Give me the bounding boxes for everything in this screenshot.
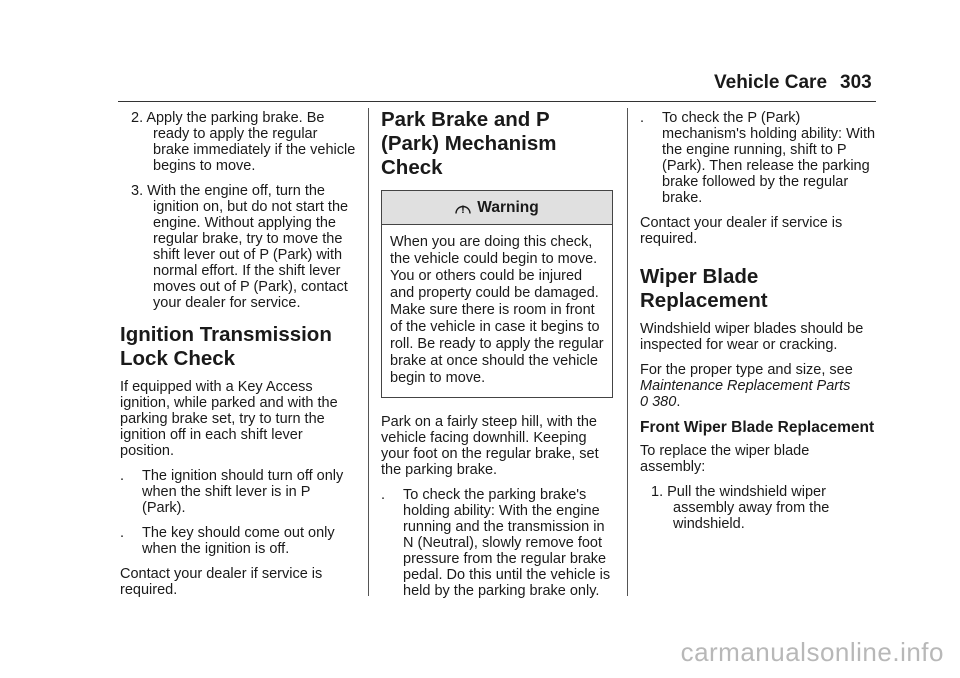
step-3: 3. With the engine off, turn the ignition on, but do not start the engine. Without applying the regular brake, try to move the shift lever out of P (Park) with normal effort. If the shift lever moves out of P (Park), contact your dealer for service. — [131, 183, 349, 311]
bullet-icon: . — [120, 525, 125, 541]
replace-intro: To replace the wiper blade assembly: — [640, 443, 810, 475]
ignition-lock-heading: Ignition Transmission Lock Check — [120, 323, 332, 370]
parts-page-link[interactable]: 380 — [652, 394, 677, 410]
watermark: carmanualsonline.info — [680, 637, 944, 667]
bullet-item: . The ignition should turn off only when the shift lever is in P (Park). — [120, 468, 344, 516]
ignition-intro: If equipped with a Key Access ignition, while parked and with the parking brake set, try to turn the ignition off in each shift lever position. — [120, 379, 338, 459]
section-title: Vehicle Care — [714, 72, 828, 93]
page-number: 303 — [840, 72, 872, 93]
park-brake-heading: Park Brake and P (Park) Mechanism Check — [381, 108, 557, 179]
column-2 — [381, 104, 613, 608]
warning-box — [381, 190, 613, 398]
warning-body: When you are doing this check, the vehicle could begin to move. You or others could be injured and property could be damaged. Make sure there is room in front of the vehicle in case it begins to roll. Be ready to apply the regular brake at once should the vehicle begin to move. — [390, 234, 604, 386]
column-divider — [627, 108, 628, 596]
park-hill-intro: Park on a fairly steep hill, with the vehicle facing downhill. Keeping your foot on the regular brake, set the parking brake. — [381, 414, 599, 478]
svg-text:!: ! — [461, 203, 466, 216]
warning-title: Warning — [477, 198, 539, 216]
bullet-icon: . — [640, 110, 645, 126]
column-divider — [368, 108, 369, 596]
parts-reference-link[interactable]: Maintenance Replacement Parts — [640, 378, 851, 394]
step-1: 1. Pull the windshield wiper assembly away from the windshield. — [651, 484, 830, 532]
contact-dealer-text: Contact your dealer if service is required. — [120, 566, 323, 598]
bullet-item: . The key should come out only when the ignition is off. — [120, 525, 335, 557]
header-rule — [118, 101, 876, 102]
column-3 — [640, 110, 876, 541]
bullet-item: . To check the parking brake's holding ability: With the engine running and the transmission in N (Neutral), slowly remove foot pressure from the regular brake pedal. Do this until the vehicle is held by the parking brake only. — [381, 487, 611, 599]
bullet-icon: . — [120, 468, 125, 484]
wiper-type-text: For the proper type and size, see Maintenance Replacement Parts 0 380. — [640, 362, 853, 410]
wiper-blade-heading: Wiper Blade Replacement — [640, 265, 768, 312]
warning-icon — [455, 200, 471, 216]
wiper-inspect-text: Windshield wiper blades should be inspected for wear or cracking. — [640, 321, 864, 353]
front-wiper-heading: Front Wiper Blade Replacement — [640, 419, 875, 436]
warning-header — [382, 191, 612, 225]
column-1 — [120, 110, 356, 607]
step-2: 2. Apply the parking brake. Be ready to apply the regular brake immediately if the vehicle begins to move. — [131, 110, 356, 174]
page-reference-icon: 0 — [640, 394, 649, 410]
bullet-item: . To check the P (Park) mechanism's holding ability: With the engine running, shift to P (Park). Then release the parking brake followed by the regular brake. — [640, 110, 876, 206]
bullet-icon: . — [381, 487, 386, 503]
contact-dealer-text: Contact your dealer if service is required. — [640, 215, 843, 247]
